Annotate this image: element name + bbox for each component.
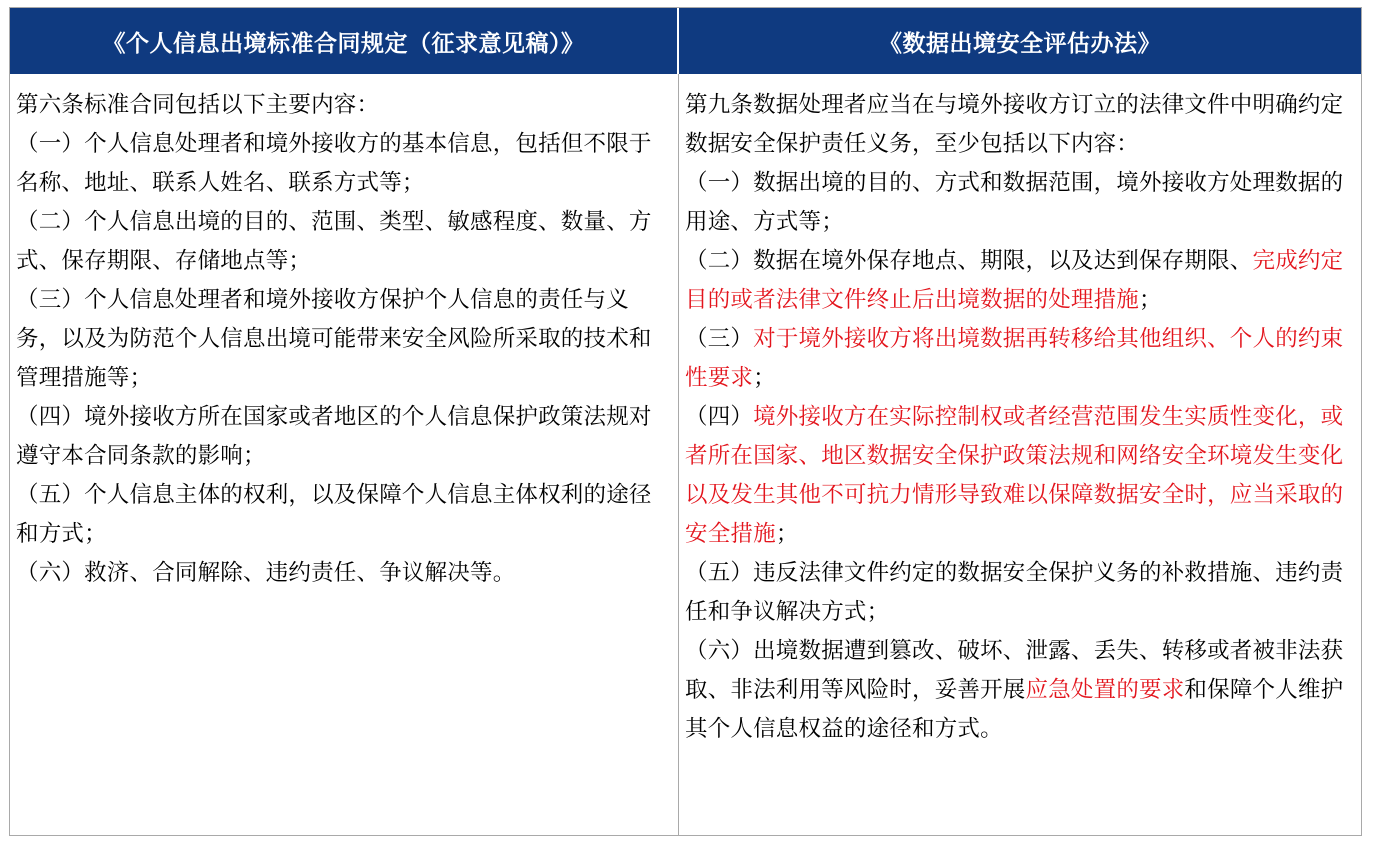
right-article-intro: 第九条数据处理者应当在与境外接收方订立的法律文件中明确约定数据安全保护责任义务，至少包括以下内容： [685, 92, 1344, 157]
left-item-1: （一）个人信息处理者和境外接收方的基本信息，包括但不限于名称、地址、联系人姓名、联系方式等； [16, 131, 652, 196]
right-item-3-highlight: 对于境外接收方将出境数据再转移给其他组织、个人的约束性要求 [685, 326, 1344, 391]
left-item-6: （六）救济、合同解除、违约责任、争议解决等。 [16, 560, 516, 586]
left-item-5: （五）个人信息主体的权利，以及保障个人信息主体权利的途径和方式； [16, 482, 652, 547]
left-item-2: （二）个人信息出境的目的、范围、类型、敏感程度、数量、方式、保存期限、存储地点等； [16, 209, 652, 274]
right-item-2 [685, 242, 1357, 320]
right-item-6 [685, 632, 1357, 749]
right-column-content [679, 74, 1361, 835]
right-item-3-end: ； [753, 365, 776, 391]
right-item-2-text: （二）数据在境外保存地点、期限，以及达到保存期限、 [685, 248, 1253, 274]
left-item-3: （三）个人信息处理者和境外接收方保护个人信息的责任与义务，以及为防范个人信息出境可能带来安全风险所采取的技术和管理措施等； [16, 287, 652, 391]
right-item-6-highlight: 应急处置的要求 [1025, 677, 1185, 703]
right-item-4-highlight: 境外接收方在实际控制权或者经营范围发生实质性变化，或者所在国家、地区数据安全保护政策法规和网络安全环境发生变化以及发生其他不可抗力情形导致难以保障数据安全时，应当采取的安全措施 [685, 404, 1344, 547]
comparison-table [9, 7, 1362, 836]
right-item-2-end: ； [1139, 287, 1162, 313]
left-column-content [10, 74, 679, 835]
right-item-6-text: （六）出境数据遭到篡改、破坏、泄露、丢失、转移或者被非法获取、非法利用等风险时，妥善开展 [685, 638, 1344, 703]
right-item-4-text: （四） [685, 404, 754, 430]
right-item-3 [685, 320, 1357, 398]
left-article-intro: 第六条标准合同包括以下主要内容： [16, 92, 380, 118]
header-right: 《数据出境安全评估办法》 [679, 8, 1361, 74]
right-item-1: （一）数据出境的目的、方式和数据范围，境外接收方处理数据的用途、方式等； [685, 170, 1344, 235]
right-item-4-end: ； [775, 521, 799, 547]
right-item-2-highlight: 完成约定目的或者法律文件终止后出境数据的处理措施 [685, 248, 1344, 313]
header-left: 《个人信息出境标准合同规定（征求意见稿）》 [10, 8, 679, 74]
right-item-6-end: 和保障个人维护其个人信息权益的途径和方式。 [685, 677, 1344, 742]
left-item-4: （四）境外接收方所在国家或者地区的个人信息保护政策法规对遵守本合同条款的影响； [16, 404, 652, 469]
right-item-4 [685, 398, 1357, 554]
right-item-3-text: （三） [685, 326, 754, 352]
right-item-5: （五）违反法律文件约定的数据安全保护义务的补救措施、违约责任和争议解决方式； [685, 560, 1344, 625]
